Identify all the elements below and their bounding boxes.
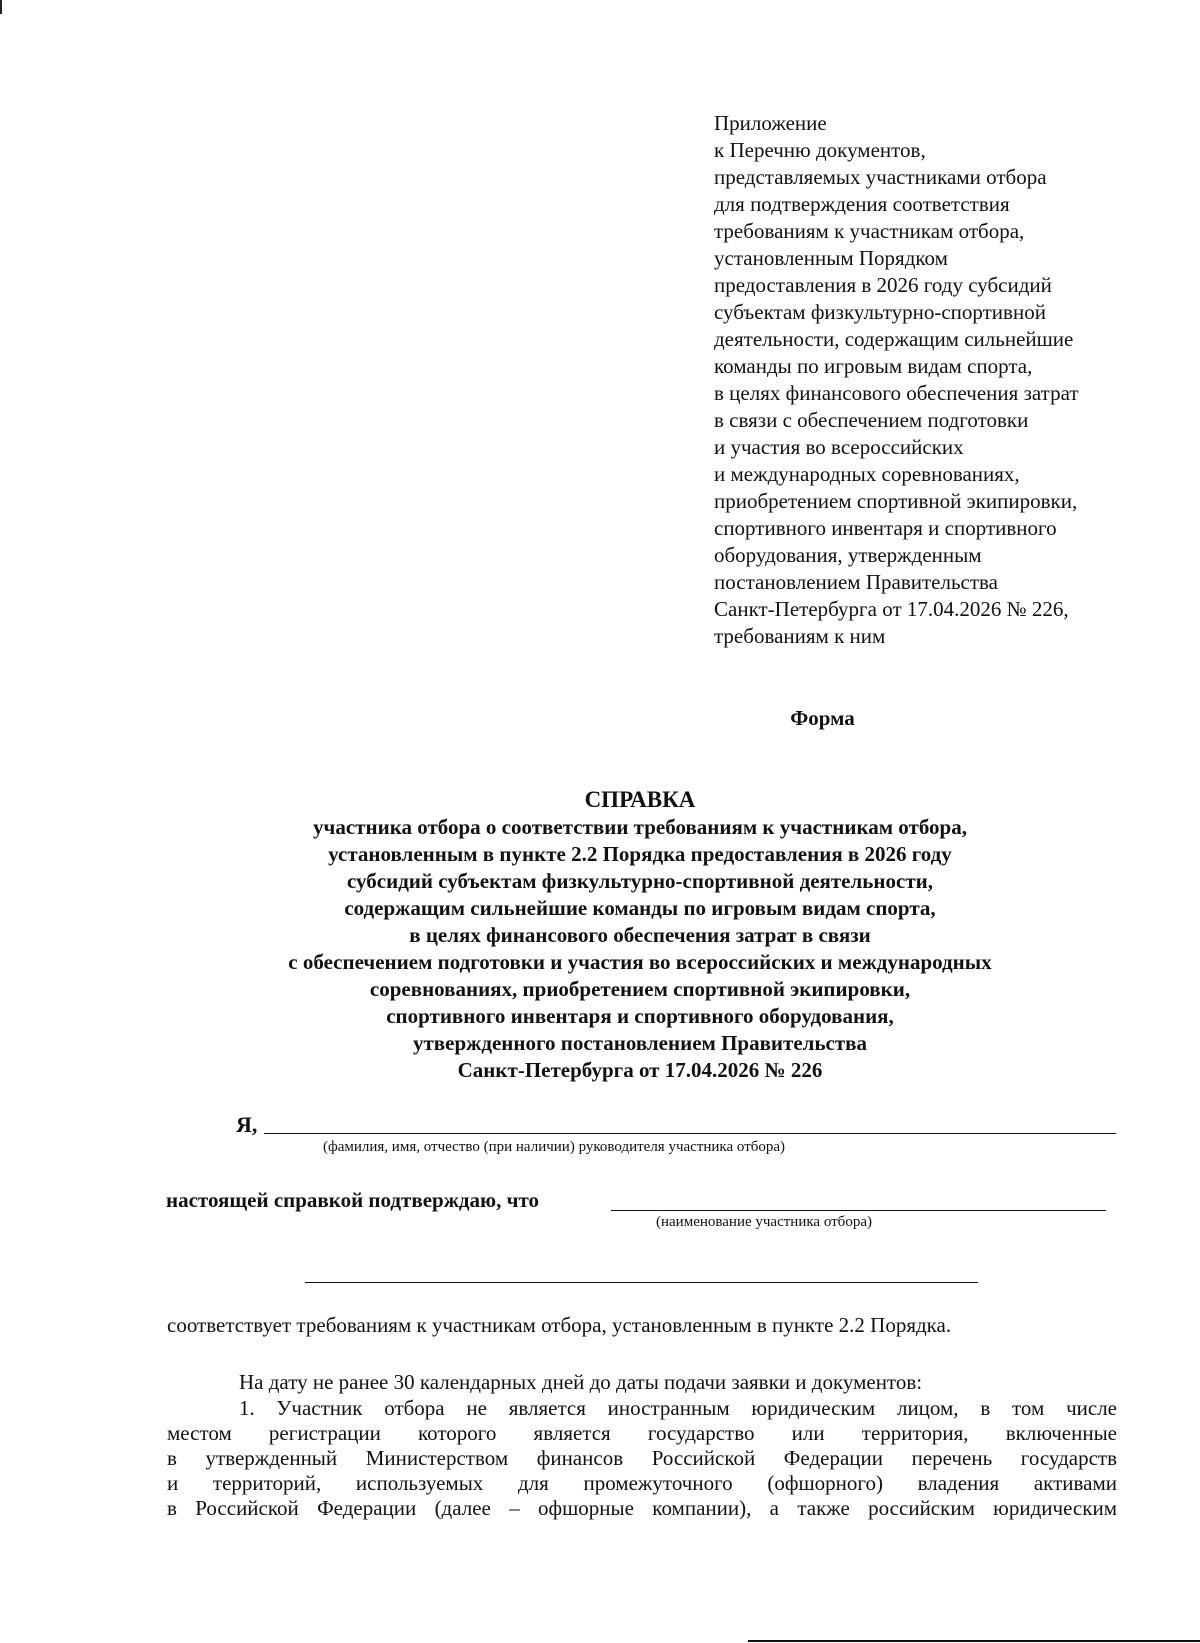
item-1-line: 1. Участник отбора не является иностранным юридическим лицом, в том числе (239, 1396, 1117, 1420)
document-title (80, 786, 1200, 1084)
appendix-line: спортивного инвентаря и спортивного (714, 516, 1057, 540)
title-line: утвержденного постановлением Правительства (412, 1031, 868, 1055)
title-main: СПРАВКА (584, 787, 696, 812)
appendix-line: требованиям к участникам отбора, (714, 219, 1025, 243)
title-line: в целях финансового обеспечения затрат в связи (409, 923, 871, 947)
appendix-line: Санкт-Петербурга от 17.04.2026 № 226, (714, 597, 1069, 621)
footnote-separator (748, 1640, 1200, 1642)
date-clause-text: На дату не ранее 30 календарных дней до даты подачи заявки и документов: (239, 1370, 923, 1394)
participant-caption: (наименование участника отбора) (656, 1214, 872, 1230)
title-line: участника отбора о соответствии требованиям к участникам отбора, (313, 815, 967, 839)
form-label: Форма (790, 706, 855, 730)
title-line: соревнованиях, приобретением спортивной экипировки, (369, 977, 911, 1001)
appendix-line: требованиям к ним (714, 624, 886, 648)
appendix-line: представляемых участниками отбора (714, 165, 1047, 189)
title-line: спортивного инвентаря и спортивного оборудования, (386, 1004, 894, 1028)
appendix-line: и участия во всероссийских (714, 435, 964, 459)
item-1-line: в Российской Федерации (далее – офшорные компании), а также российским юридическим (167, 1496, 1117, 1520)
date-clause (167, 1370, 1117, 1395)
declarant-caption: (фамилия, имя, отчество (при наличии) руководителя участника отбора) (323, 1139, 786, 1155)
appendix-line: к Перечню документов, (714, 138, 926, 162)
appendix-line: деятельности, содержащим сильнейшие (714, 327, 1074, 351)
appendix-line: субъектам физкультурно-спортивной (714, 300, 1046, 324)
participant-name-field[interactable] (611, 1210, 1106, 1211)
appendix-line: оборудования, утвержденным (714, 543, 982, 567)
appendix-header (714, 110, 1194, 650)
participant-name-field-continued[interactable] (305, 1282, 978, 1283)
title-line: Санкт-Петербурга от 17.04.2026 № 226 (457, 1058, 823, 1082)
declarant-prefix: Я, (236, 1112, 258, 1137)
appendix-line: команды по игровым видам спорта, (714, 354, 1033, 378)
confirmation-prefix: настоящей справкой подтверждаю, что (166, 1188, 539, 1212)
item-1-line: и территорий, используемых для промежуточного (офшорного) владения активами (167, 1471, 1117, 1495)
item-1-paragraph (167, 1396, 1117, 1521)
compliance-text: соответствует требованиям к участникам отбора, установленным в пункте 2.2 Порядка. (167, 1313, 952, 1337)
title-line: содержащим сильнейшие команды по игровым видам спорта, (344, 896, 936, 920)
appendix-line: предоставления в 2026 году субсидий (714, 273, 1052, 297)
title-line: установленным в пункте 2.2 Порядка предоставления в 2026 году (328, 842, 952, 866)
appendix-line: для подтверждения соответствия (714, 192, 1010, 216)
scan-edge-mark (0, 0, 2, 14)
item-1-line: в утвержденный Министерством финансов Российской Федерации перечень государств (167, 1446, 1117, 1470)
declarant-name-field[interactable] (264, 1133, 1116, 1134)
title-line: субсидий субъектам физкультурно-спортивной деятельности, (347, 869, 933, 893)
item-1-line: местом регистрации которого является государство или территория, включенные (167, 1421, 1117, 1445)
appendix-line: в связи с обеспечением подготовки (714, 408, 1029, 432)
appendix-line: приобретением спортивной экипировки, (714, 489, 1078, 513)
appendix-line: Приложение (714, 111, 827, 135)
compliance-statement (167, 1313, 1117, 1338)
appendix-line: постановлением Правительства (714, 570, 999, 594)
title-line: с обеспечением подготовки и участия во всероссийских и международных (288, 950, 992, 974)
appendix-line: и международных соревнованиях, (714, 462, 1020, 486)
appendix-line: в целях финансового обеспечения затрат (714, 381, 1079, 405)
appendix-line: установленным Порядком (714, 246, 948, 270)
